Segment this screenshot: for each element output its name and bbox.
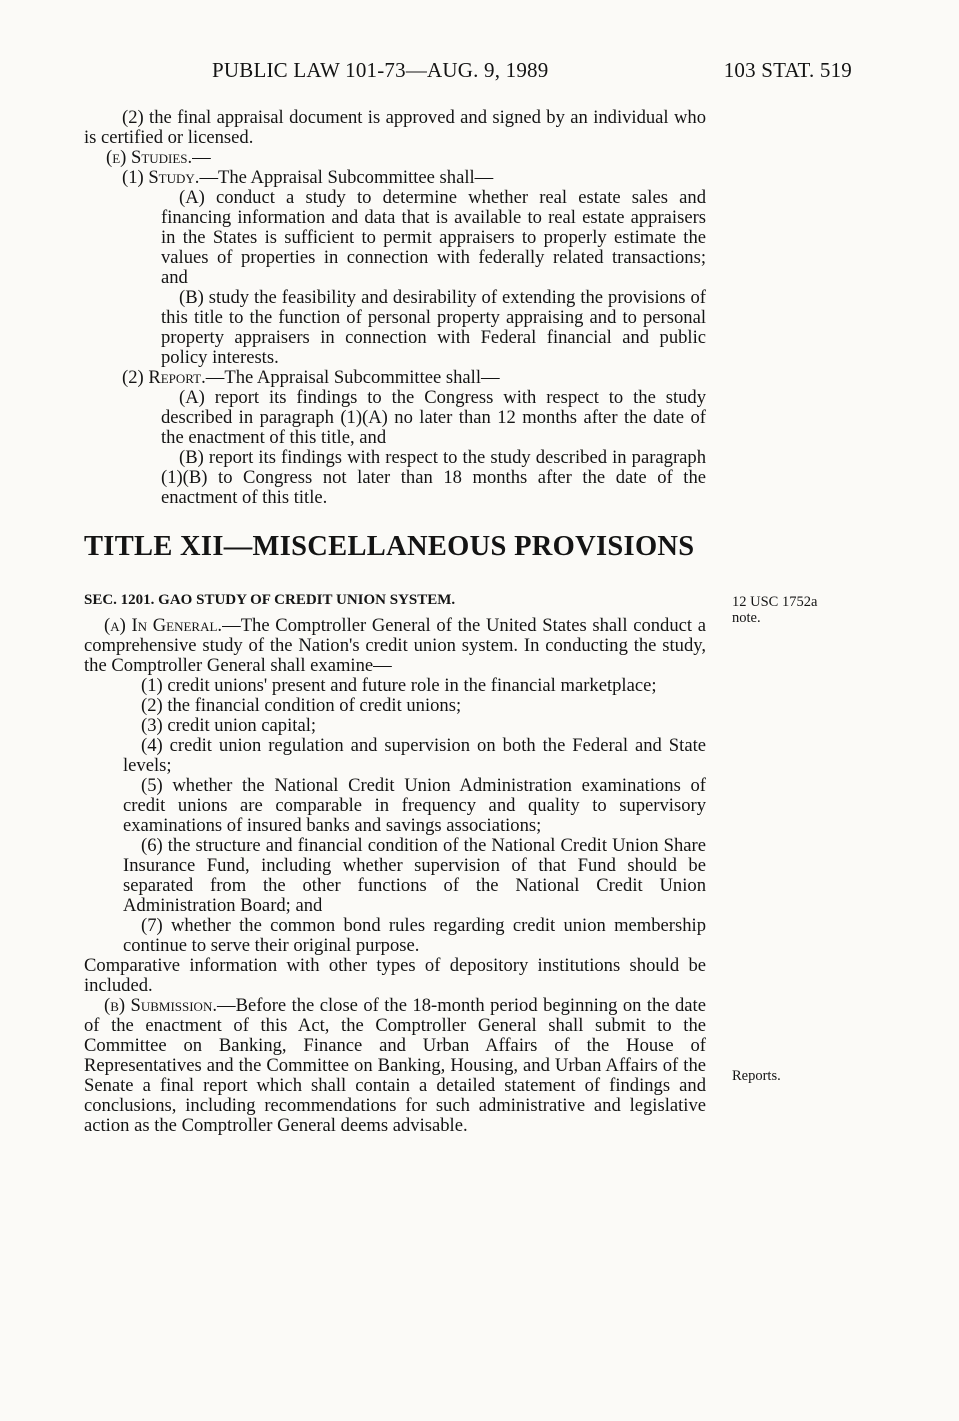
report-item-b: (B) report its findings with respect to the study described in paragraph (1)(B) to Congress not later than 18 months after the date of the enactment of this title.	[161, 447, 706, 508]
margin-note-usc	[732, 594, 817, 626]
submission-label: (b) Submission.	[104, 995, 217, 1016]
section-1201-heading: SEC. 1201. GAO STUDY OF CREDIT UNION SYSTEM.	[84, 592, 456, 608]
subsection-b-submission	[84, 996, 706, 1136]
exam-item: (1) credit unions' present and future role in the financial marketplace;	[141, 675, 657, 696]
in-general-text: —The Comptroller General of the United States shall conduct a comprehensive study of the Nation's credit union system. In conducting the study, the Comptroller General shall examine—	[84, 615, 706, 676]
margin-note-reports: Reports.	[732, 1068, 781, 1084]
exam-item: (6) the structure and financial condition of the National Credit Union Share Insurance Fund, including whether supervision of that Fund should be separated from the other functions of the National Credit Union Administration Board; and	[123, 835, 706, 916]
subsection-e-label: (e) Studies.—	[106, 147, 211, 168]
study-item-b: (B) study the feasibility and desirability of extending the provisions of this title to the function of personal property appraising and to personal property appraisers in connection with Federal financial and public policy interests.	[161, 287, 706, 368]
margin-note-usc-citation: 12 USC 1752a	[732, 594, 818, 610]
submission-text: —Before the close of the 18-month period beginning on the date of the enactment of this Act, the Comptroller General shall submit to the Committee on Banking, Finance and Urban Affairs of the House of Representatives and the Committee on Banking, Housing, and Urban Affairs of the Senate a final report which shall contain a detailed statement of findings and conclusions, including recommendations for such administrative and legislative action as the Comptroller General deems advisable.	[84, 995, 706, 1136]
title-heading: TITLE XII—MISCELLANEOUS PROVISIONS	[84, 531, 695, 562]
exam-item: (5) whether the National Credit Union Administration examinations of credit unions are comparable in frequency and quality to supervisory examinations of insured banks and savings associations;	[123, 775, 706, 836]
margin-note-usc-note: note.	[732, 610, 761, 626]
document-body	[84, 108, 706, 1136]
study-text: —The Appraisal Subcommittee shall—	[199, 167, 494, 188]
study-label: (1) Study.	[122, 167, 200, 188]
report-text: —The Appraisal Subcommittee shall—	[205, 367, 500, 388]
header-law-citation: PUBLIC LAW 101-73—AUG. 9, 1989	[212, 58, 549, 82]
exam-item: (3) credit union capital;	[141, 715, 317, 736]
study-item-a: (A) conduct a study to determine whether real estate sales and financing information and data that is available to real estate appraisers in the States is sufficient to permit appraisers to properly estimate the values of properties in connection with federally related transactions; and	[161, 187, 706, 288]
exam-item: (7) whether the common bond rules regarding credit union membership continue to serve their original purpose.	[123, 915, 706, 956]
comparative-information: Comparative information with other types of depository institutions should be included.	[84, 955, 706, 996]
report-label: (2) Report.	[122, 367, 206, 388]
exam-item: (2) the financial condition of credit unions;	[141, 695, 462, 716]
paragraph-report	[84, 368, 706, 388]
in-general-label: (a) In General.	[104, 615, 223, 636]
subsection-a-in-general	[84, 616, 706, 676]
paragraph-study	[84, 168, 706, 188]
report-item-a: (A) report its findings to the Congress with respect to the study described in paragraph (1)(A) no later than 12 months after the date of the enactment of this title, and	[161, 387, 706, 448]
examination-items-list	[84, 676, 706, 956]
paragraph-final-appraisal: (2) the final appraisal document is approved and signed by an individual who is certified or licensed.	[84, 107, 706, 148]
header-stat-page: 103 STAT. 519	[723, 58, 852, 82]
exam-item: (4) credit union regulation and supervision on both the Federal and State levels;	[123, 735, 706, 776]
subsection-e-heading	[84, 148, 706, 168]
